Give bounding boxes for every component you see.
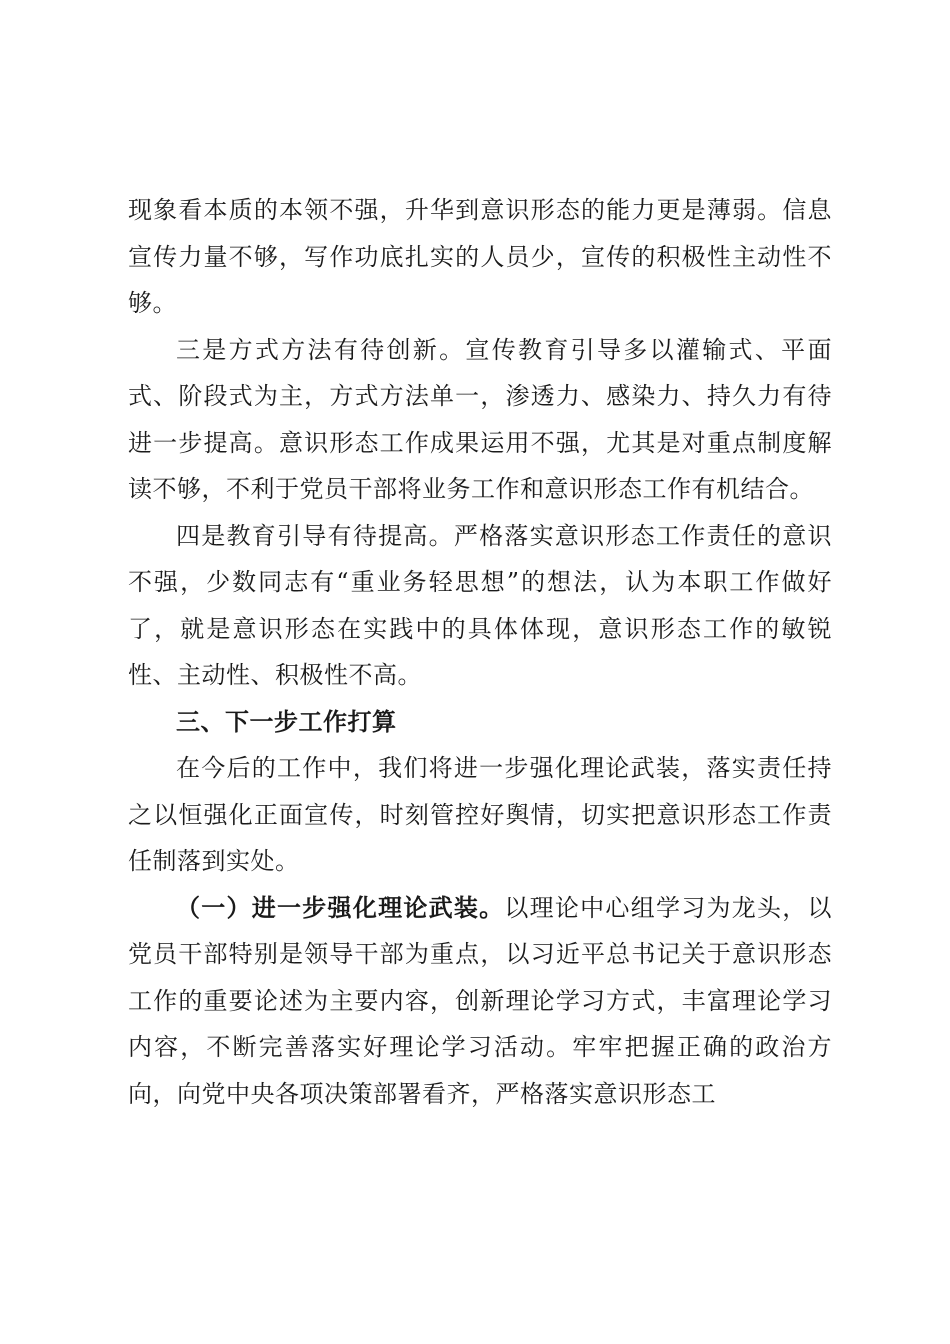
paragraph-method-innovation: 三是方式方法有待创新。宣传教育引导多以灌输式、平面式、阶段式为主，方式方法单一，渗透力、感染力、持久力有待进一步提高。意识形态工作成果运用不强，尤其是对重点制度解读不够，不利于党员干部将业务工作和意识形态工作有机结合。 [128, 335, 832, 503]
paragraph-theory-armament [128, 885, 832, 1118]
paragraph-future-work: 在今后的工作中，我们将进一步强化理论武装，落实责任持之以恒强化正面宣传，时刻管控好舆情，切实把意识形态工作责任制落到实处。 [128, 754, 832, 875]
document-body [128, 187, 832, 1117]
paragraph-lead-body: 以理论中心组学习为龙头，以党员干部特别是领导干部为重点，以习近平总书记关于意识形态工作的重要论述为主要内容，创新理论学习方式，丰富理论学习内容，不断完善落实好理论学习活动。牢牢把握正确的政治方向，向党中央各项决策部署看齐，严格落实意识形态工 [128, 893, 833, 1108]
paragraph-education-guidance: 四是教育引导有待提高。严格落实意识形态工作责任的意识不强，少数同志有“重业务轻思想”的想法，认为本职工作做好了，就是意识形态在实践中的具体体现，意识形态工作的敏锐性、主动性、积极性不高。 [128, 521, 832, 689]
paragraph-lead-title: （一）进一步强化理论武装。 [176, 892, 505, 922]
section-heading: 三、下一步工作打算 [176, 707, 397, 736]
paragraph-continuation: 现象看本质的本领不强，升华到意识形态的能力更是薄弱。信息宣传力量不够，写作功底扎实的人员少，宣传的积极性主动性不够。 [128, 196, 832, 317]
